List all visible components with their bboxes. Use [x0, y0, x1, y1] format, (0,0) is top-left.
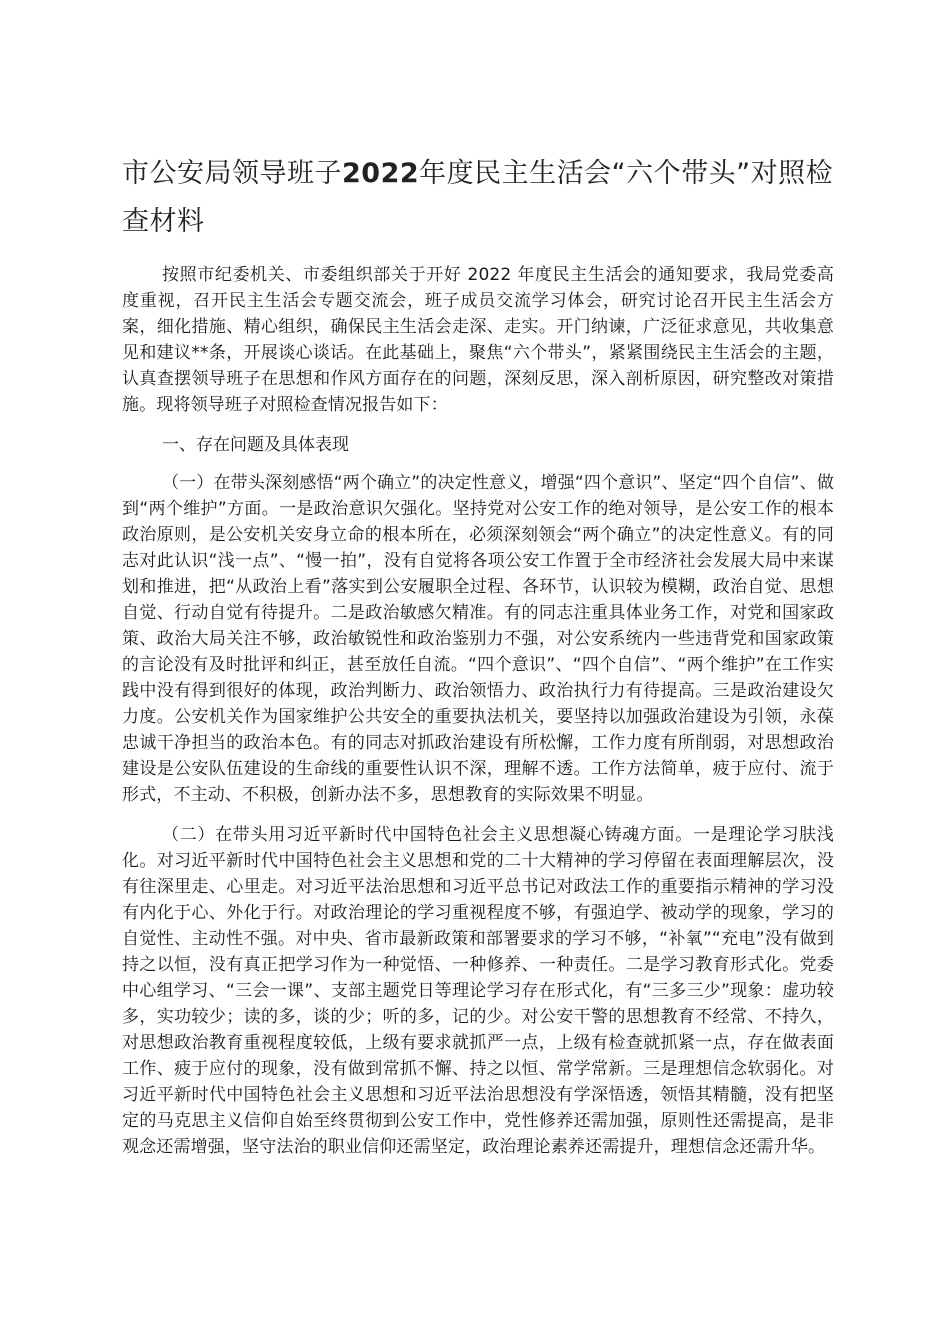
title-suffix: 年度民主生活会“六个带头”对照检查材料	[122, 158, 834, 237]
document-page	[122, 150, 834, 1168]
intro-paragraph: 按照市纪委机关、市委组织部关于开好 2022 年度民主生活会的通知要求，我局党委高度重视，召开民主生活会专题交流会，班子成员交流学习体会，研究讨论召开民主生活会方案，细化措施、精心组织，确保民主生活会走深、走实。开门纳谏，广泛征求意见，共收集意见和建议**条，开展谈心谈话。在此基础上，聚焦“六个带头”，紧紧围绕民主生活会的主题，认真查摆领导班子在思想和作风方面存在的问题，深刻反思，深入剖析原因，研究整改对策措施。现将领导班子对照检查情况报告如下：	[122, 265, 834, 415]
document-title	[122, 150, 834, 246]
title-prefix: 市公安局领导班子	[122, 158, 342, 189]
paragraph-two: （二）在带头用习近平新时代中国特色社会主义思想凝心铸魂方面。一是理论学习肤浅化。对习近平新时代中国特色社会主义思想和党的二十大精神的学习停留在表面理解层次，没有往深里走、心里走。对习近平法治思想和习近平总书记对政法工作的重要指示精神的学习没有内化于心、外化于行。对政治理论的学习重视程度不够，有强迫学、被动学的现象，学习的自觉性、主动性不强。对中央、省市最新政策和部署要求的学习不够，“补氧”“充电”没有做到持之以恒，没有真正把学习作为一种觉悟、一种修养、一种责任。二是学习教育形式化。党委中心组学习、“三会一课”、支部主题党日等理论学习存在形式化，有“三多三少”现象：虚功较多，实功较少；读的多，谈的少；听的多，记的少。对公安干警的思想教育不经常、不持久，对思想政治教育重视程度较低，上级有要求就抓严一点，上级有检查就抓紧一点，存在做表面工作、疲于应付的现象，没有做到常抓不懈、持之以恒、常学常新。三是理想信念软弱化。对习近平新时代中国特色社会主义思想和习近平法治思想没有学深悟透，领悟其精髓，没有把坚定的马克思主义信仰自始至终贯彻到公安工作中，党性修养还需加强，原则性还需提高，是非观念还需增强，坚守法治的职业信仰还需坚定，政治理论素养还需提升，理想信念还需升华。	[122, 825, 834, 1157]
title-year: 2022	[342, 158, 420, 189]
paragraph-one: （一）在带头深刻感悟“两个确立”的决定性意义，增强“四个意识”、坚定“四个自信”、做到“两个维护”方面。一是政治意识欠强化。坚持党对公安工作的绝对领导，是公安工作的根本政治原则，是公安机关安身立命的根本所在，必须深刻领会“两个确立”的决定性意义。有的同志对此认识“浅一点”、“慢一拍”，没有自觉将各项公安工作置于全市经济社会发展大局中来谋划和推进，把“从政治上看”落实到公安履职全过程、各环节，认识较为模糊，政治自觉、思想自觉、行动自觉有待提升。二是政治敏感欠精准。有的同志注重具体业务工作，对党和国家政策、政治大局关注不够，政治敏锐性和政治鉴别力不强，对公安系统内一些违背党和国家政策的言论没有及时批评和纠正，甚至放任自流。“四个意识”、“四个自信”、“两个维护”在工作实践中没有得到很好的体现，政治判断力、政治领悟力、政治执行力有待提高。三是政治建设欠力度。公安机关作为国家维护公共安全的重要执法机关，要坚持以加强政治建设为引领，永葆忠诚干净担当的政治本色。有的同志对抓政治建设有所松懈，工作力度有所削弱，对思想政治建设是公安队伍建设的生命线的重要性认识不深，理解不透。工作方法简单，疲于应付、流于形式，不主动、不积极，创新办法不多，思想教育的实际效果不明显。	[122, 473, 834, 805]
section-heading: 一、存在问题及具体表现	[162, 435, 349, 455]
